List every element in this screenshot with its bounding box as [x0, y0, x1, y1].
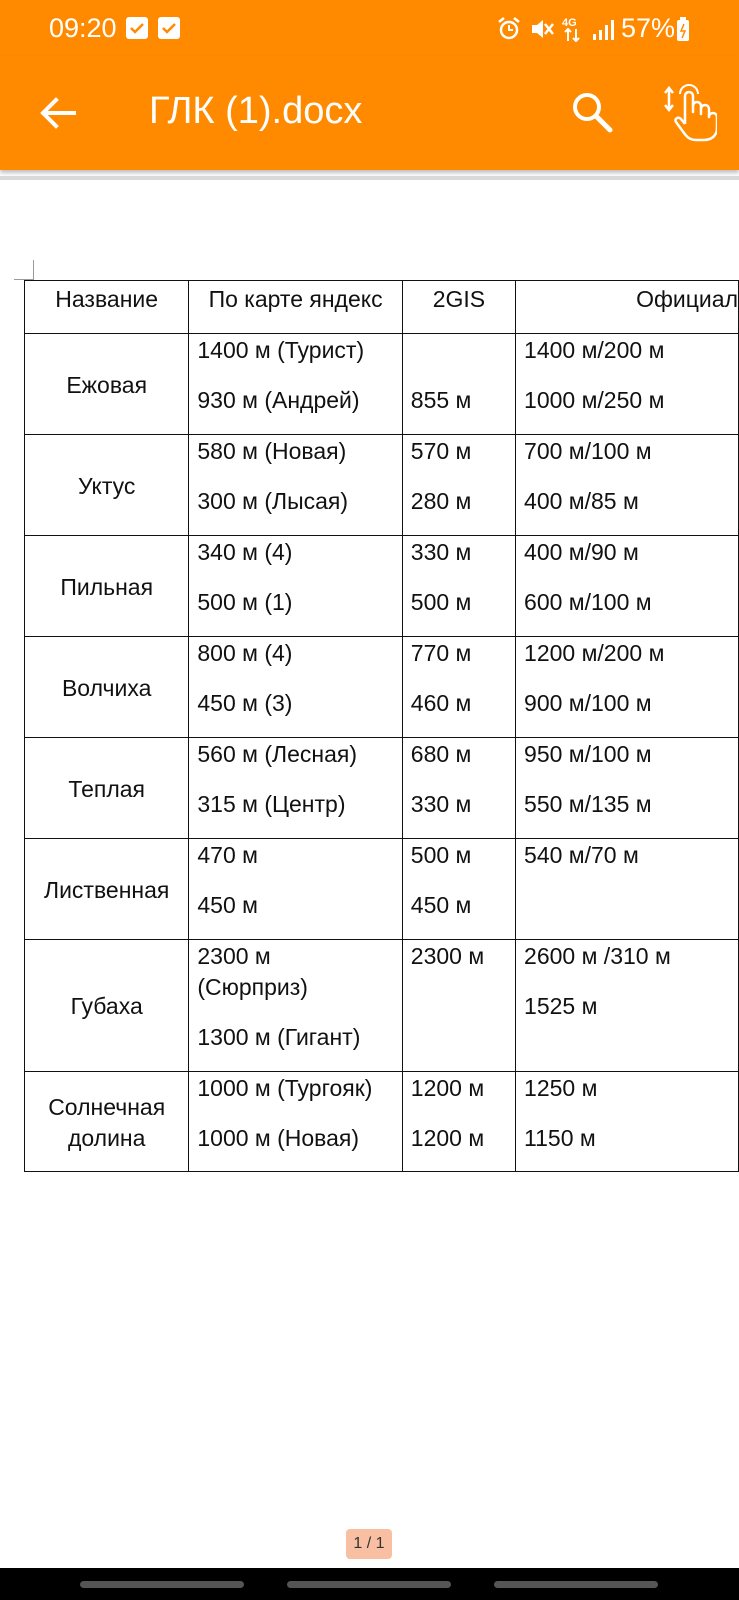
cell-text: [516, 889, 738, 920]
table-cell-gis: [402, 334, 515, 435]
table-cell-gis: [402, 839, 515, 940]
cell-text: 1400 м/200 м: [524, 337, 665, 363]
cell-text: [403, 334, 515, 365]
table-cell-yandex: [189, 839, 402, 940]
alarm-icon: [496, 14, 522, 44]
cell-text: 460 м: [410, 690, 472, 716]
cell-text: 470 м: [197, 842, 258, 868]
header-cell: Название: [25, 281, 189, 334]
cell-text: 2300 м: [197, 943, 271, 969]
cell-text: 400 м/85 м: [524, 488, 639, 514]
cell-text: (Сюрприз): [197, 974, 308, 1000]
cell-text: 1000 м (Тургояк): [197, 1075, 373, 1101]
cell-text: 500 м: [410, 589, 472, 615]
cell-text: 2300 м: [410, 943, 485, 969]
cell-text: Уктус: [77, 472, 136, 499]
table-cell-name: [25, 435, 189, 536]
cell-text: 1150 м: [524, 1125, 596, 1151]
document-title: ГЛК (1).docx: [149, 90, 363, 132]
cell-text: 1000 м (Новая): [197, 1125, 360, 1151]
cell-text: 560 м (Лесная): [197, 741, 357, 767]
cell-text: 680 м: [410, 741, 472, 767]
cell-text: 1200 м/200 м: [524, 640, 665, 666]
page-corner-mark: [33, 260, 34, 280]
cell-text: 280 м: [410, 488, 472, 514]
cell-text: 540 м/70 м: [524, 842, 639, 868]
signal-icon: [591, 14, 615, 44]
status-time: 09:20: [49, 13, 117, 43]
cell-text: 300 м (Лысая): [197, 488, 349, 514]
cell-text: 1400 м (Турист): [197, 337, 365, 363]
cell-text: 315 м (Центр): [197, 791, 346, 817]
table-cell-yandex: [189, 334, 402, 435]
table-cell-official: [516, 536, 739, 637]
table-cell-yandex: [189, 1072, 402, 1172]
table-cell-name: [25, 839, 189, 940]
mute-icon: [529, 14, 555, 44]
cell-text: Ежовая: [66, 371, 148, 398]
cell-text: 450 м: [197, 892, 258, 918]
check-notification-icon: [158, 17, 180, 39]
table-cell-official: [516, 738, 739, 839]
cell-text: 570 м: [410, 438, 472, 464]
header-cell: Официал: [516, 281, 739, 334]
app-bar: [0, 56, 739, 170]
status-bar: [0, 0, 739, 56]
cell-text: 330 м: [410, 539, 472, 565]
cell-text: 500 м (1): [197, 589, 293, 615]
table-cell-official: [516, 839, 739, 940]
battery-percent: 57%: [621, 13, 676, 43]
nav-pill[interactable]: [80, 1581, 244, 1588]
cell-text: 1000 м/250 м: [524, 387, 665, 413]
cell-text: 1200 м: [410, 1075, 485, 1101]
table-cell-yandex: [189, 637, 402, 738]
table-cell-gis: [402, 435, 515, 536]
cell-text: 900 м/100 м: [524, 690, 652, 716]
table-row: [25, 940, 739, 1072]
table-cell-yandex: [189, 536, 402, 637]
table-row: [25, 435, 739, 536]
toolbar-divider: [0, 176, 739, 180]
table-row: [25, 1072, 739, 1172]
cell-text: 770 м: [410, 640, 472, 666]
cell-text: 600 м/100 м: [524, 589, 652, 615]
cell-text: долина: [67, 1124, 146, 1151]
table-cell-gis: [402, 637, 515, 738]
nav-pill[interactable]: [494, 1581, 658, 1588]
cell-text: Лиственная: [43, 876, 170, 903]
cell-text: Волчиха: [61, 674, 152, 701]
cell-text: 1300 м (Гигант): [197, 1024, 361, 1050]
cell-text: 800 м (4): [197, 640, 293, 666]
header-cell: По карте яндекс: [189, 281, 402, 334]
table-row: [25, 334, 739, 435]
search-icon[interactable]: [569, 89, 615, 135]
table-cell-name: [25, 940, 189, 1072]
cell-text: 1250 м: [524, 1075, 598, 1101]
system-nav-bar: [0, 1568, 739, 1600]
page-indicator: 1 / 1: [346, 1529, 392, 1559]
4g-data-icon: [561, 14, 585, 44]
table-cell-name: [25, 1072, 189, 1172]
touch-mode-icon[interactable]: [663, 84, 717, 142]
back-arrow-icon[interactable]: [38, 93, 78, 133]
table-cell-yandex: [189, 738, 402, 839]
cell-text: 400 м/90 м: [524, 539, 639, 565]
header-cell: 2GIS: [402, 281, 515, 334]
table-header-row: [25, 281, 739, 334]
svg-text:4G: 4G: [562, 17, 577, 29]
table-cell-official: [516, 1072, 739, 1172]
check-notification-icon: [126, 17, 148, 39]
table-cell-gis: [402, 738, 515, 839]
cell-text: 340 м (4): [197, 539, 293, 565]
cell-text: 1525 м: [524, 993, 598, 1019]
table-cell-yandex: [189, 435, 402, 536]
cell-text: 930 м (Андрей): [197, 387, 360, 413]
table-cell-name: [25, 536, 189, 637]
table-cell-yandex: [189, 940, 402, 1072]
cell-text: 330 м: [410, 791, 472, 817]
table-row: [25, 536, 739, 637]
table-cell-name: [25, 334, 189, 435]
table-cell-official: [516, 940, 739, 1072]
battery-icon: [676, 14, 690, 44]
cell-text: 950 м/100 м: [524, 741, 652, 767]
table-row: [25, 839, 739, 940]
table-cell-gis: [402, 1072, 515, 1172]
table-cell-gis: [402, 536, 515, 637]
cell-text: 700 м/100 м: [524, 438, 652, 464]
nav-pill[interactable]: [287, 1581, 451, 1588]
table-row: [25, 738, 739, 839]
table-cell-name: [25, 637, 189, 738]
table-cell-name: [25, 738, 189, 839]
cell-text: Солнечная: [48, 1093, 166, 1120]
cell-text: 1200 м: [410, 1125, 485, 1151]
cell-text: Пильная: [60, 573, 154, 600]
cell-text: 580 м (Новая): [197, 438, 347, 464]
table-row: [25, 637, 739, 738]
table-cell-official: [516, 435, 739, 536]
cell-text: 2600 м /310 м: [524, 943, 671, 969]
cell-text: 450 м (3): [197, 690, 293, 716]
table-cell-official: [516, 334, 739, 435]
cell-text: 855 м: [410, 387, 472, 413]
cell-text: Губаха: [70, 993, 143, 1019]
cell-text: Теплая: [68, 775, 146, 802]
cell-text: 450 м: [410, 892, 472, 918]
table-cell-gis: [402, 940, 515, 1072]
table-cell-official: [516, 637, 739, 738]
cell-text: 550 м/135 м: [524, 791, 652, 817]
cell-text: 500 м: [410, 842, 472, 868]
document-table: [24, 280, 739, 1172]
